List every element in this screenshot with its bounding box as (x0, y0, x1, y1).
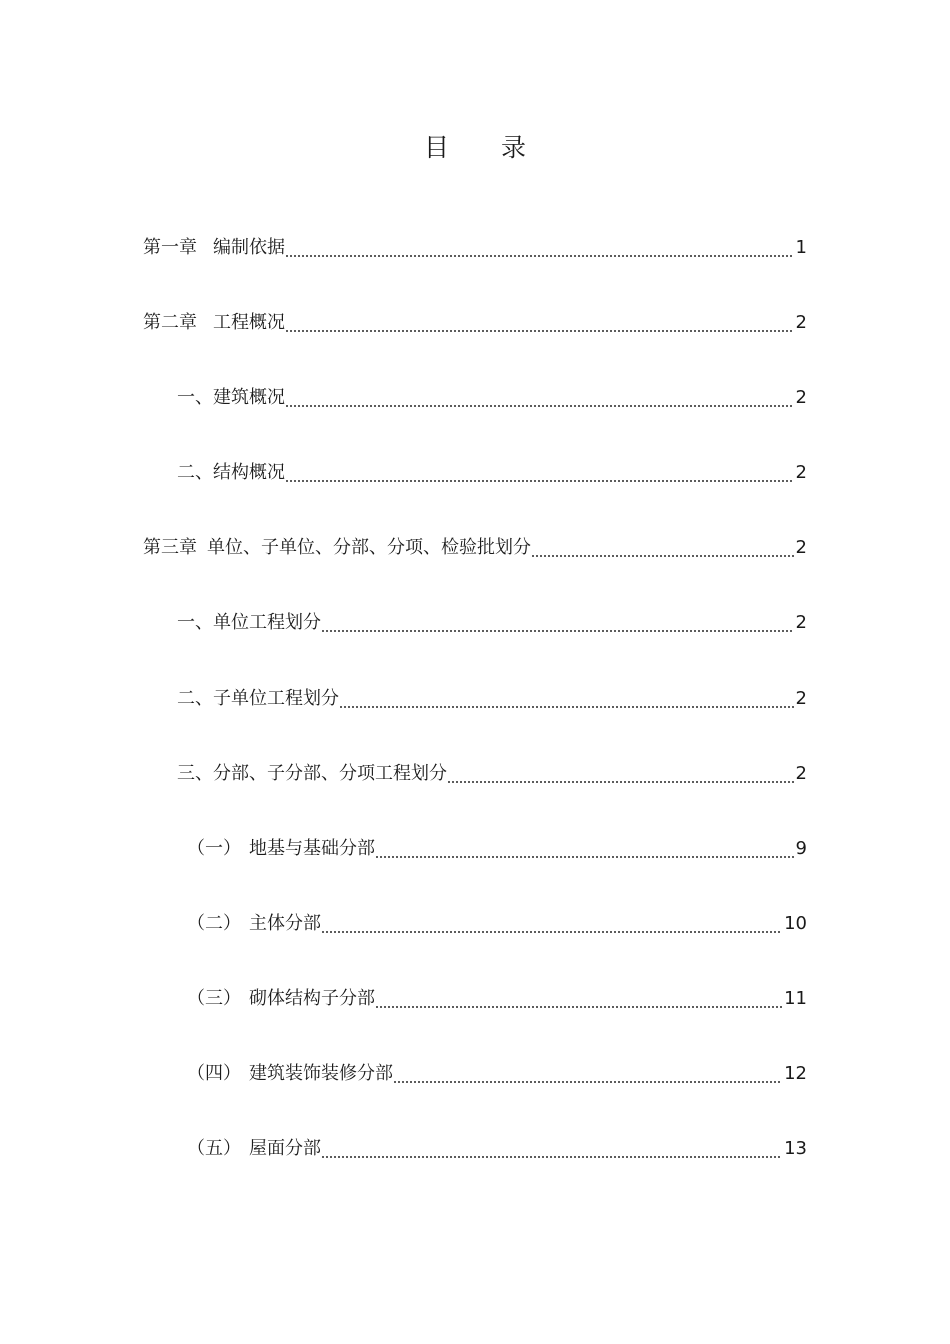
toc-entry-number: （五） (187, 1138, 241, 1160)
toc-entry-text (177, 681, 339, 717)
toc-entry-page: 1 (795, 237, 807, 258)
toc-entry-label: 建筑概况 (213, 387, 285, 409)
toc-entry-number: （三） (187, 987, 241, 1009)
toc-entry-page: 9 (795, 837, 807, 859)
toc-entry-page: 13 (784, 1138, 807, 1160)
dot-leader (321, 906, 782, 942)
toc-entry-label: 屋面分部 (249, 1138, 321, 1160)
toc-entry-text (187, 1131, 321, 1167)
dot-leader (285, 230, 794, 266)
toc-entry-subsection[interactable] (0, 831, 950, 906)
toc-entry-page: 2 (795, 762, 807, 784)
toc-entry-text (177, 756, 447, 792)
dot-leader (321, 605, 794, 641)
toc-entry-page: 2 (795, 462, 807, 484)
toc-entry-section[interactable] (0, 605, 950, 680)
toc-entry-section[interactable] (0, 681, 950, 756)
toc-entry-label: 工程概况 (213, 312, 285, 334)
toc-entry-text (187, 981, 375, 1017)
toc-entry-number: 第一章 (143, 237, 197, 258)
toc-entry-number: 一、 (177, 612, 213, 634)
dot-leader (393, 1056, 782, 1092)
toc-entry-subsection[interactable] (0, 1131, 950, 1206)
toc-entry-text (143, 530, 531, 566)
toc-entry-label: 单位、子单位、分部、分项、检验批划分 (207, 537, 531, 559)
toc-entry-number: （一） (187, 837, 241, 859)
toc-entry-text (187, 906, 321, 942)
dot-leader (531, 530, 794, 566)
toc-entry-text (177, 605, 321, 641)
toc-entry-subsection[interactable] (0, 981, 950, 1056)
dot-leader (285, 380, 794, 416)
toc-entry-label: 分部、子分部、分项工程划分 (213, 762, 447, 784)
toc-title: 目 录 (424, 133, 548, 162)
toc-entry-text (177, 380, 285, 416)
toc-entry-page: 2 (795, 612, 807, 634)
toc-entry-chapter-2[interactable] (0, 305, 950, 380)
dot-leader (285, 305, 794, 341)
dot-leader (447, 756, 794, 792)
toc-entry-section[interactable] (0, 756, 950, 831)
toc-entry-text (143, 305, 285, 341)
toc-entry-number: 二、 (177, 462, 213, 484)
toc-entry-subsection[interactable] (0, 1056, 950, 1131)
toc-entry-subsection[interactable] (0, 906, 950, 981)
toc-entry-label: 地基与基础分部 (249, 837, 375, 859)
toc-list (0, 230, 950, 1206)
toc-entry-section[interactable] (0, 380, 950, 455)
toc-entry-text (177, 455, 285, 491)
dot-leader (321, 1131, 782, 1167)
toc-entry-page: 2 (795, 312, 807, 334)
toc-entry-page: 12 (784, 1063, 807, 1085)
toc-entry-number: 第三章 (143, 537, 197, 559)
toc-entry-chapter-3[interactable] (0, 530, 950, 605)
toc-entry-chapter-1[interactable] (0, 230, 950, 305)
toc-entry-label: 子单位工程划分 (213, 687, 339, 709)
toc-entry-page: 2 (795, 687, 807, 709)
toc-entry-label: 单位工程划分 (213, 612, 321, 634)
toc-entry-label: 编制依据 (213, 237, 285, 258)
toc-entry-text (187, 1056, 393, 1092)
toc-entry-number: 二、 (177, 687, 213, 709)
toc-entry-page: 10 (784, 912, 807, 934)
toc-entry-text (187, 831, 375, 867)
dot-leader (375, 981, 782, 1017)
dot-leader (285, 455, 794, 491)
toc-entry-section[interactable] (0, 455, 950, 530)
toc-entry-label: 砌体结构子分部 (249, 987, 375, 1009)
toc-entry-number: 第二章 (143, 312, 197, 334)
toc-entry-number: 一、 (177, 387, 213, 409)
toc-entry-label: 建筑装饰装修分部 (249, 1063, 393, 1085)
toc-entry-label: 主体分部 (249, 912, 321, 934)
toc-entry-page: 2 (795, 537, 807, 559)
toc-entry-number: （二） (187, 912, 241, 934)
toc-entry-number: （四） (187, 1063, 241, 1085)
toc-entry-text (143, 230, 285, 266)
toc-entry-page: 2 (795, 387, 807, 409)
toc-entry-page: 11 (784, 987, 807, 1009)
toc-entry-number: 三、 (177, 762, 213, 784)
toc-entry-label: 结构概况 (213, 462, 285, 484)
dot-leader (339, 681, 794, 717)
dot-leader (375, 831, 794, 867)
